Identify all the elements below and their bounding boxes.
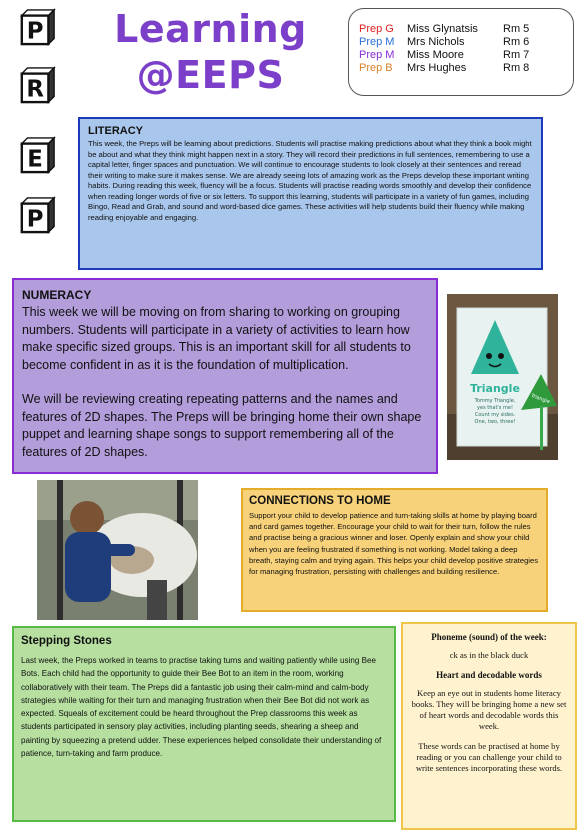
prep-letter-p2-cube	[18, 196, 56, 234]
numeracy-panel	[12, 278, 438, 474]
staff-class: Prep G	[359, 23, 394, 35]
literacy-panel	[78, 117, 543, 270]
triangle-verse-line: yes that's me!	[477, 405, 513, 411]
phoneme-panel	[401, 622, 577, 830]
connections-panel	[241, 488, 548, 612]
literacy-heading: LITERACY	[88, 125, 143, 137]
prep-letter: E	[27, 146, 43, 173]
prep-letter-e-cube	[18, 136, 56, 174]
stepping-stones-panel	[12, 626, 396, 822]
staff-teacher: Miss Moore	[407, 49, 464, 61]
puppet-label: Triangle	[530, 392, 551, 406]
triangle-verse-line: One, two, three!	[474, 419, 516, 425]
staff-row	[359, 62, 573, 75]
triangle-label: Triangle	[470, 382, 520, 395]
staff-room: Rm 5	[503, 23, 530, 35]
prep-letter: P	[26, 206, 44, 233]
stepping-stones-heading: Stepping Stones	[21, 635, 112, 647]
triangle-verse-line: Tommy Triangle,	[474, 398, 516, 404]
triangle-puppet-photo	[447, 294, 558, 460]
staff-teacher: Miss Glynatsis	[407, 23, 478, 35]
stepping-stones-body: Last week, the Preps worked in teams to practise taking turns and waiting patiently while using Bee Bots. Each child had the opportunity to guide their Bee Bot to an item in the room, working collaboratively with their team. The Preps did a fantastic job using their calm-mind and calm-body strategies while waiting for their turn and managing frustration when their Bee Bot did not work as expected. Squeals of excitement could be heard throughout the Prep classrooms this week as students participated in sensory play activities, including planting seeds, shearing a sheep and painting by squeezing a pretend udder. These experiences helped consolidate their understanding of patience, turn-taking and farm produce.	[21, 656, 382, 759]
staff-class: Prep B	[359, 62, 393, 74]
title-line-1: Learning	[114, 7, 307, 51]
staff-class: Prep M	[359, 49, 395, 61]
numeracy-heading: NUMERACY	[22, 288, 92, 302]
practise-text: These words can be practised at home by reading or you can challenge your child to write sentences incorporating these words.	[415, 741, 563, 773]
staff-box	[348, 8, 574, 96]
staff-room: Rm 7	[503, 49, 530, 61]
connections-body: Support your child to develop patience and turn-taking skills at home by playing board and card games together. Encourage your child to wait for their turn, follow the rules and practise being a gracious winner and loser. Openly explain and show your child when you are feeling frustrated if something is not working. Model taking a deep breath, staying calm and trying again. This helps your child develop positive strategies for managing frustration, persisting with challenges and building resilience.	[249, 511, 539, 577]
prep-letter-p-cube	[18, 8, 56, 46]
page-title	[108, 6, 313, 98]
staff-class: Prep M	[359, 36, 395, 48]
staff-teacher: Mrs Nichols	[407, 36, 465, 48]
phoneme-heading: Phoneme (sound) of the week:	[431, 632, 547, 642]
prep-letter: P	[26, 18, 44, 45]
staff-row	[359, 23, 573, 36]
staff-room: Rm 8	[503, 62, 530, 74]
prep-letter: R	[26, 76, 44, 103]
staff-teacher: Mrs Hughes	[407, 62, 467, 74]
triangle-verse-line: Count my sides.	[474, 412, 516, 418]
literacy-body: This week, the Preps will be learning about predictions. Students will practise making predictions about what they think a book might be about and what they think might happen next in a story. They will record their predictions in full sentences, remembering to use a capital letter, finger spaces and punctuation. We will continue to encourage students to look closely at their sentences and reread their writing to make sure it makes sense. We are already seeing lots of amazing work as the Preps develop these important writing habits. During reading this week, fluency will be a focus. Students will practise reading words smoothly and develop their confidence when reading longer words of five or six letters. To support this learning, students will participate in a variety of fun games, including Bingo, Read and Grab, and sound and word-based dice games. These activities will help students build their fluency while making reading enjoyable and engaging.	[88, 139, 532, 222]
sensory-play-photo	[37, 480, 198, 620]
staff-row	[359, 49, 573, 62]
staff-room: Rm 6	[503, 36, 530, 48]
staff-row	[359, 36, 573, 49]
heart-words-body: Keep an eye out in students home literacy books. They will be bringing home a new set of heart words and decodable words this week.	[411, 688, 567, 731]
prep-letter-r-cube	[18, 66, 56, 104]
connections-heading: CONNECTIONS TO HOME	[249, 495, 391, 507]
phoneme-sound: ck as in the black duck	[449, 650, 529, 660]
title-line-2: @EEPS	[136, 53, 285, 97]
numeracy-paragraph-1: This week we will be moving on from sharing to working on grouping numbers. Students will participate in a variety of activities to learn how make specific sized groups. This is an important skill for all students to become confident in as it is the foundation of multiplication.	[22, 305, 411, 372]
numeracy-paragraph-2: We will be reviewing creating repeating patterns and the names and features of 2D shapes. The Preps will be bringing home their own shape puppet and learning shape songs to support remembering all of the features of 2D shapes.	[22, 392, 422, 459]
heart-words-heading: Heart and decodable words	[436, 670, 542, 680]
